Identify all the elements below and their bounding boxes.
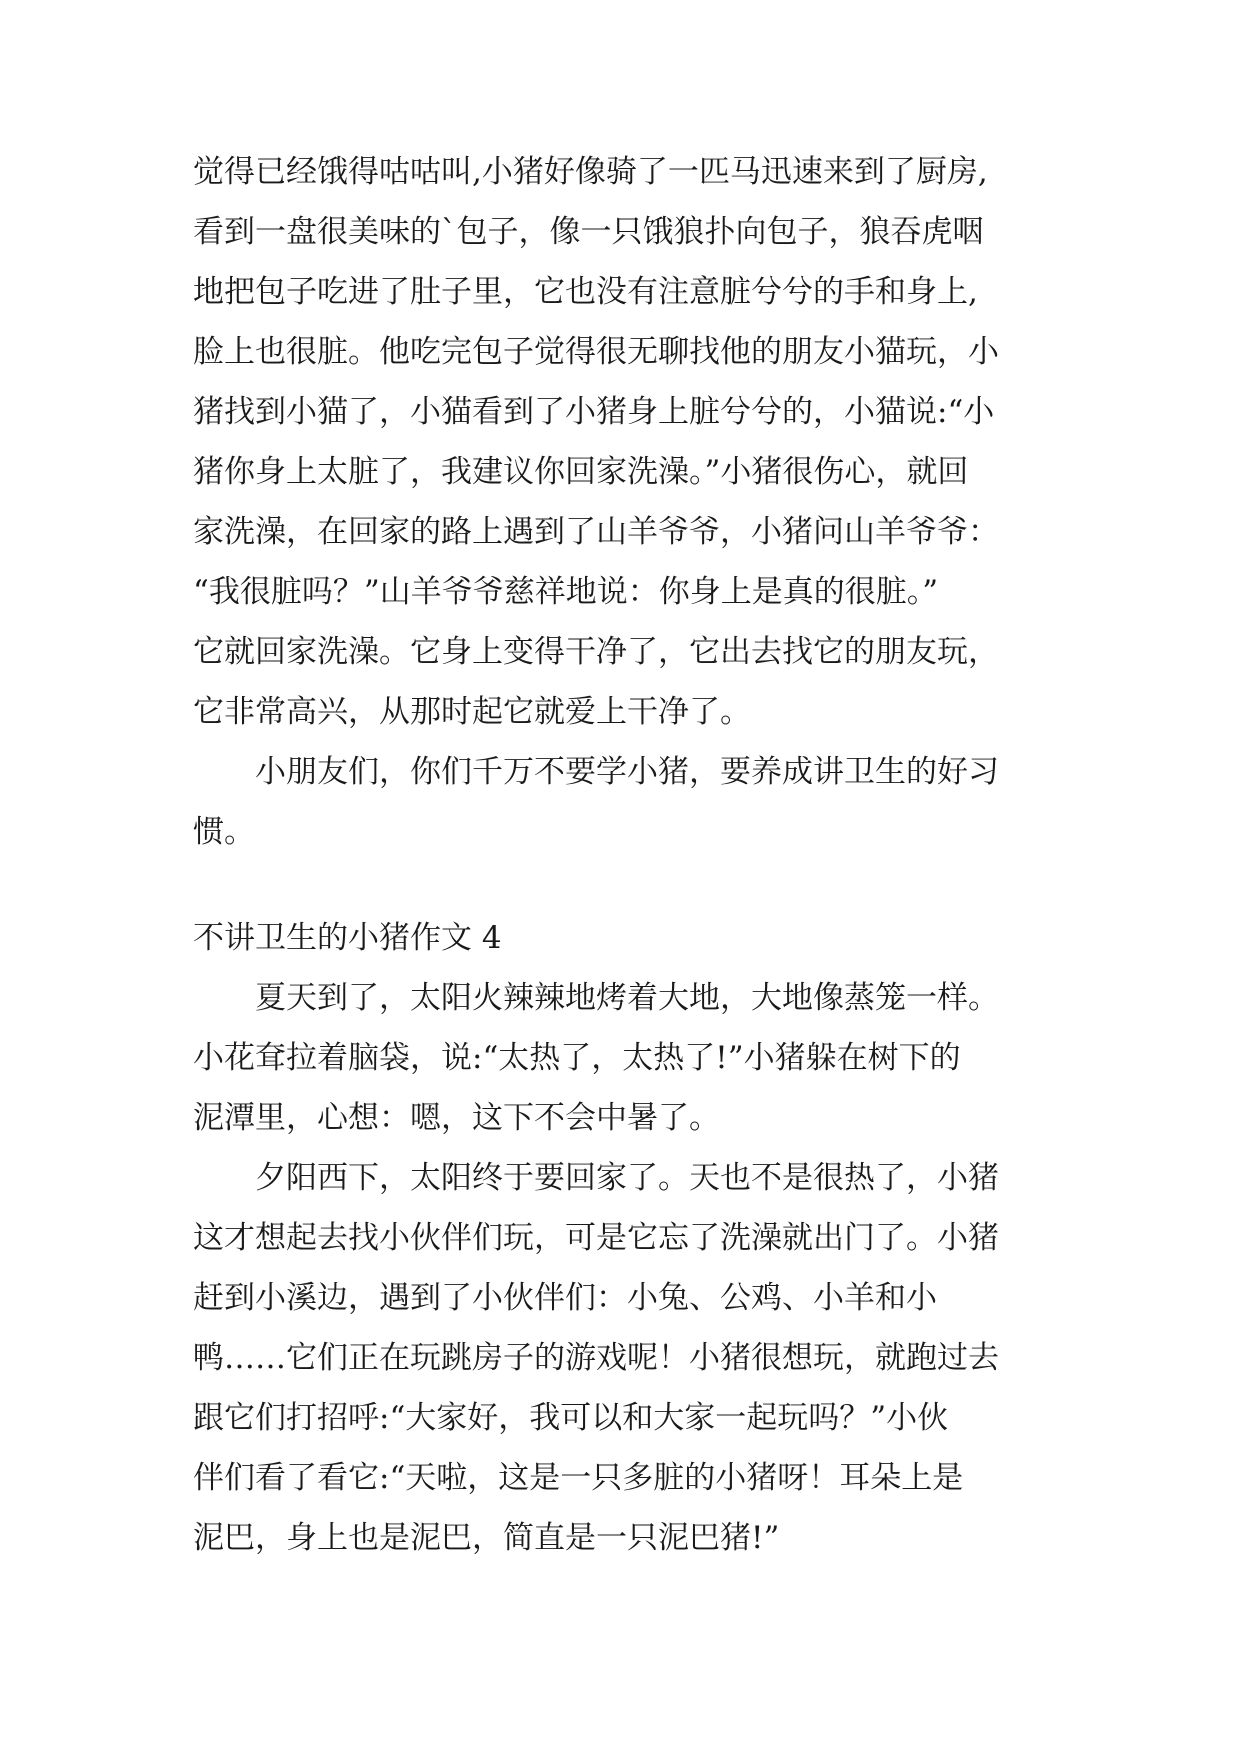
paragraph-line: 赶到小溪边，遇到了小伙伴们：小兔、公鸡、小羊和小 [193, 1280, 937, 1316]
paragraph-line: 觉得已经饿得咕咕叫,小猪好像骑了一匹马迅速来到了厨房, [193, 154, 988, 190]
paragraph-line: 跟它们打招呼:“大家好，我可以和大家一起玩吗？”小伙 [193, 1400, 949, 1436]
closing-paragraph-line: 小朋友们，你们千万不要学小猪，要养成讲卫生的好习 [255, 754, 999, 790]
closing-paragraph-line: 惯。 [193, 814, 255, 850]
paragraph-line: 看到一盘很美味的`包子，像一只饿狼扑向包子，狼吞虎咽 [193, 214, 984, 250]
section-title: 不讲卫生的小猪作文 4 [193, 920, 502, 956]
paragraph-line: 它非常高兴，从那时起它就爱上干净了。 [193, 694, 751, 730]
paragraph-line: “我很脏吗？”山羊爷爷慈祥地说：你身上是真的很脏。” [193, 574, 939, 610]
paragraph-line: 夏天到了，太阳火辣辣地烤着大地，大地像蒸笼一样。 [255, 980, 999, 1016]
paragraph-line: 伴们看了看它:“天啦，这是一只多脏的小猪呀！耳朵上是 [193, 1460, 964, 1496]
paragraph-line: 小花耷拉着脑袋，说:“太热了，太热了!”小猪躲在树下的 [193, 1040, 961, 1076]
paragraph-line: 泥潭里，心想：嗯，这下不会中暑了。 [193, 1100, 720, 1136]
document-body [193, 0, 1083, 1754]
paragraph-line: 脸上也很脏。他吃完包子觉得很无聊找他的朋友小猫玩，小 [193, 334, 999, 370]
paragraph-line: 猪找到小猫了，小猫看到了小猪身上脏兮兮的，小猫说:“小 [193, 394, 995, 430]
paragraph-line: 它就回家洗澡。它身上变得干净了，它出去找它的朋友玩， [193, 634, 999, 670]
paragraph-line: 家洗澡，在回家的路上遇到了山羊爷爷，小猪问山羊爷爷： [193, 514, 999, 550]
paragraph-line: 猪你身上太脏了，我建议你回家洗澡。”小猪很伤心，就回 [193, 454, 969, 490]
paragraph-line: 泥巴，身上也是泥巴，简直是一只泥巴猪!” [193, 1520, 780, 1556]
paragraph-line: 地把包子吃进了肚子里，它也没有注意脏兮兮的手和身上, [193, 274, 978, 310]
paragraph-line: 夕阳西下，太阳终于要回家了。天也不是很热了，小猪 [255, 1160, 999, 1196]
paragraph-line: 鸭……它们正在玩跳房子的游戏呢！小猪很想玩，就跑过去 [193, 1340, 999, 1376]
paragraph-line: 这才想起去找小伙伴们玩，可是它忘了洗澡就出门了。小猪 [193, 1220, 999, 1256]
